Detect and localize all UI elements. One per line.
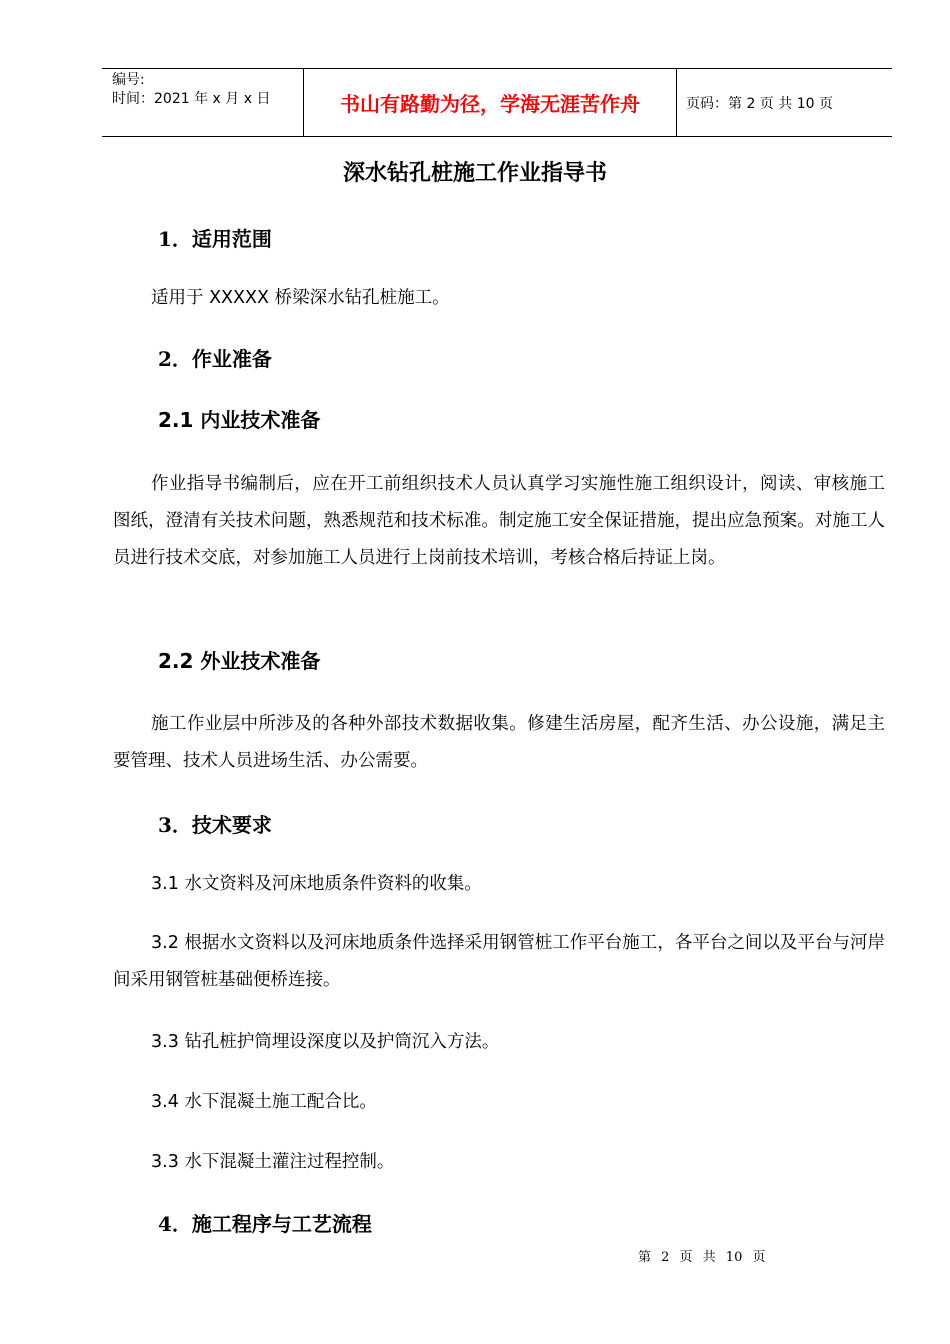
section-3-item: 3.3 钻孔桩护筒埋设深度以及护筒沉入方法。 (151, 1032, 500, 1052)
section-1-heading: 1．适用范围 (158, 227, 272, 251)
header-number-label: 编号: (112, 72, 145, 88)
page-header (102, 68, 892, 137)
document-title: 深水钻孔桩施工作业指导书 (342, 160, 607, 186)
section-2-1-text: 作业指导书编制后，应在开工前组织技术人员认真学习实施性施工组织设计，阅读、审核施工图纸，澄清有关技术问题，熟悉规范和技术标准。制定施工安全保证措施，提出应急预案。对施工人员进行技术交底，对参加施工人员进行上岗前技术培训，考核合格后持证上岗。 (113, 474, 885, 568)
section-3-item: 3.1 水文资料及河床地质条件资料的收集。 (151, 874, 482, 894)
section-2-heading: 2．作业准备 (158, 347, 272, 371)
header-divider-right (676, 69, 677, 136)
header-time-label: 时间：2021 年 x 月 x 日 (112, 91, 271, 107)
section-3-item: 3.3 水下混凝土灌注过程控制。 (151, 1152, 395, 1172)
header-motto: 书山有路勤为径，学海无涯苦作舟 (340, 92, 640, 116)
section-3-heading: 3．技术要求 (158, 813, 272, 837)
section-4-heading: 4．施工程序与工艺流程 (158, 1212, 372, 1236)
header-page-info: 页码：第 2 页 共 10 页 (686, 95, 833, 112)
section-2-2-text: 施工作业层中所涉及的各种外部技术数据收集。修建生活房屋，配齐生活、办公设施，满足主要管理、技术人员进场生活、办公需要。 (113, 714, 885, 771)
section-1-text: 适用于 XXXXX 桥梁深水钻孔桩施工。 (151, 288, 450, 308)
section-3-item: 3.4 水下混凝土施工配合比。 (151, 1092, 377, 1112)
page-footer: 第 2 页 共 10 页 (638, 1250, 766, 1265)
header-meta (112, 71, 270, 109)
section-2-1-heading: 2.1 内业技术准备 (158, 408, 321, 432)
section-3-item: 3.2 根据水文资料以及河床地质条件选择采用钢管桩工作平台施工，各平台之间以及平台与河岸间采用钢管桩基础便桥连接。 (113, 933, 885, 990)
section-2-2-heading: 2.2 外业技术准备 (158, 649, 321, 673)
